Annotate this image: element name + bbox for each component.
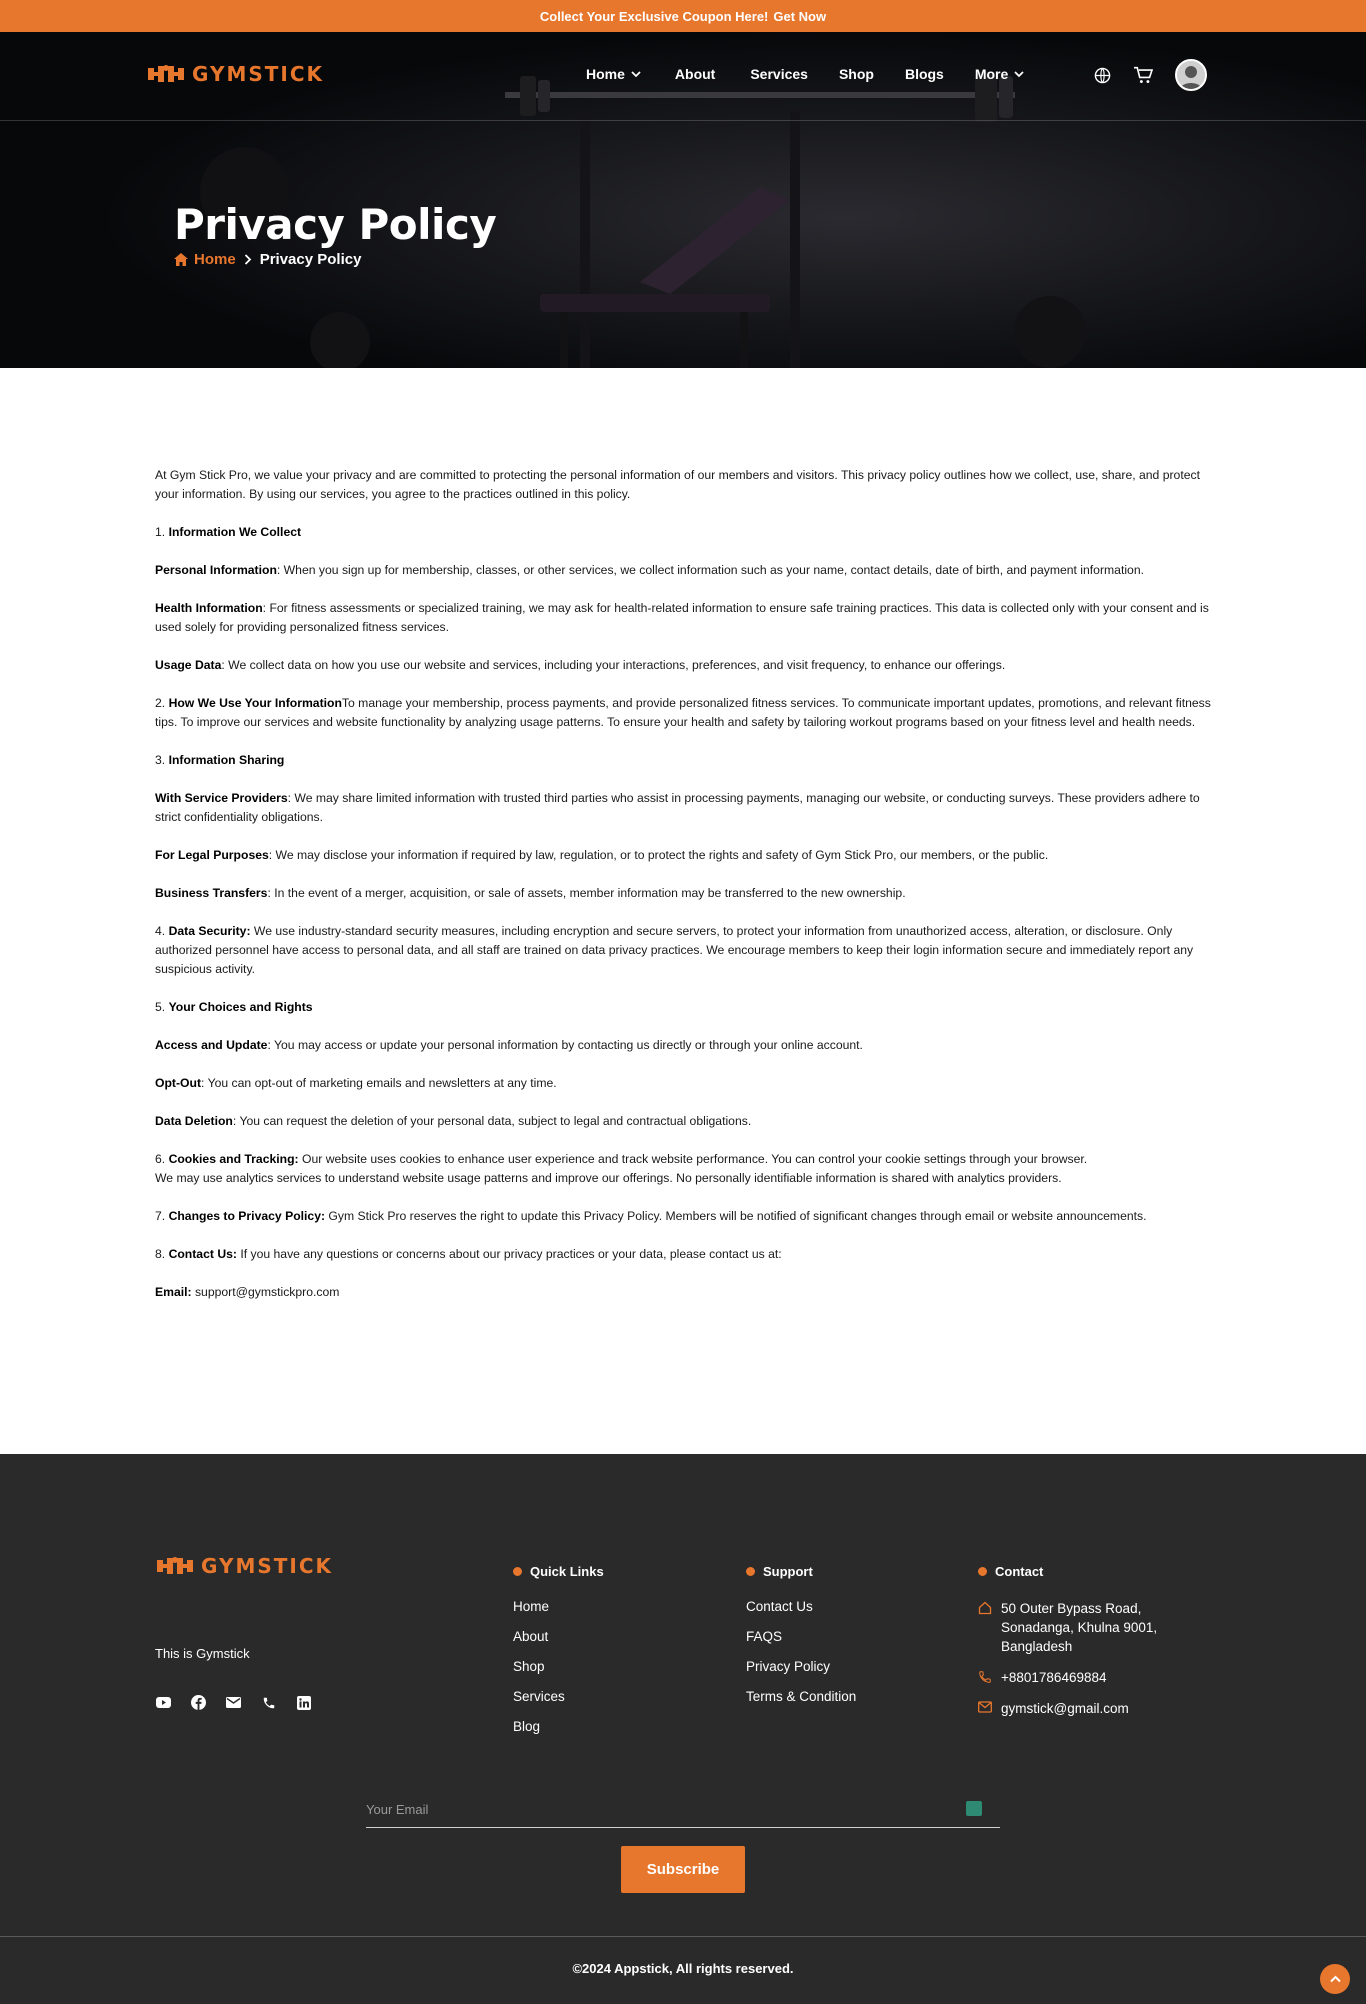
primary-nav [586,66,1024,82]
section-1-heading: 1. Information We Collect [155,525,302,539]
copyright-text: ©2024 Appstick, All rights reserved. [572,1961,794,1976]
footer-link-privacy-policy[interactable]: Privacy Policy [746,1659,831,1674]
contact-column [978,1564,1178,1730]
hero-banner [0,32,1366,368]
scroll-to-top-button[interactable] [1320,1964,1350,1994]
home-icon [978,1601,992,1615]
footer-tagline: This is Gymstick [155,1646,250,1661]
data-deletion-item: Data Deletion: You can request the deletion of your personal data, subject to legal and contractual obligations. [155,1114,752,1128]
breadcrumb-home[interactable] [174,251,236,268]
footer-link-home[interactable]: Home [513,1599,550,1614]
footer-link-shop[interactable]: Shop [513,1659,545,1674]
mail-icon [978,1701,992,1713]
logo-text: GYMSTICK [201,1554,334,1578]
breadcrumb [174,251,361,268]
chevron-up-icon [1330,1975,1341,1983]
nav-home-label: Home [586,66,625,82]
footer-link-blog[interactable]: Blog [513,1719,541,1734]
phone-icon [978,1670,992,1684]
phone-icon[interactable] [260,1694,277,1711]
globe-icon[interactable] [1094,67,1111,84]
nav-shop[interactable] [839,66,874,82]
business-transfers-item: Business Transfers: In the event of a merger, acquisition, or sale of assets, member information may be transferred to the new ownership. [155,886,906,900]
cart-icon[interactable] [1133,66,1153,84]
nav-blogs[interactable] [905,66,944,82]
footer-logo[interactable] [155,1554,333,1578]
breadcrumb-current: Privacy Policy [259,251,362,268]
footer-link-faqs[interactable]: FAQS [746,1629,783,1644]
access-update-item: Access and Update: You may access or update your personal information by contacting us directly or through your online account. [155,1038,863,1052]
support-email[interactable]: support@gymstickpro.com [191,1285,340,1299]
contact-phone[interactable]: +8801786469884 [978,1668,1178,1687]
quick-links-heading: Quick Links [513,1564,604,1579]
footer-link-about[interactable]: About [513,1629,549,1644]
logo-dumbbell-icon [146,62,186,86]
section-4: 4. Data Security: We use industry-standard security measures, including encryption and secure servers, to protect your information from unauthorized access, alteration, or disclosure. Only authorized personnel have access to personal data, and all staff are trained on data privacy practices. We encourage members to keep their login information secure and immediately report any suspicious activity. [155,924,1194,976]
personal-info-item: Personal Information: When you sign up for membership, classes, or other services, we collect information such as your name, contact details, date of birth, and payment information. [155,563,1144,577]
announcement-text: Collect Your Exclusive Coupon Here! [539,8,769,24]
section-3-heading: 3. Information Sharing [155,753,285,767]
logo-dumbbell-icon [155,1554,195,1578]
section-2: 2. How We Use Your InformationTo manage your membership, process payments, and provide personalized fitness services. To communicate important updates, promotions, and relevant fitness tips. To improve our services and website functionality by analyzing usage patterns. To ensure your health and safety by tailoring workout programs based on your fitness level and health needs. [155,696,1211,729]
page-title: Privacy Policy [174,200,497,249]
health-info-item: Health Information: For fitness assessments or specialized training, we may ask for health-related information to ensure safe training practices. This data is collected only with your consent and is used solely for providing personalized fitness services. [155,601,1209,634]
chevron-down-icon [1014,71,1024,78]
autofill-icon[interactable] [966,1801,982,1816]
subscribe-button[interactable]: Subscribe [621,1846,745,1893]
announcement-bar [0,0,1366,32]
newsletter-form [366,1792,1000,1893]
breadcrumb-home-label: Home [194,251,236,268]
legal-purposes-item: For Legal Purposes: We may disclose your information if required by law, regulation, or to protect the rights and safety of Gym Stick Pro, our members, or the public. [155,848,1049,862]
footer-link-contact-us[interactable]: Contact Us [746,1599,813,1614]
user-avatar[interactable] [1175,59,1207,91]
contact-heading: Contact [978,1564,1178,1579]
contact-address: 50 Outer Bypass Road, Sonadanga, Khulna 9001, Bangladesh [978,1599,1178,1656]
linkedin-icon[interactable] [295,1694,312,1711]
nav-shop-label: Shop [838,66,874,82]
main-navbar [0,32,1366,121]
youtube-icon[interactable] [155,1694,172,1711]
facebook-icon[interactable] [190,1694,207,1711]
section-8: 8. Contact Us: If you have any questions or concerns about our privacy practices or your data, please contact us at: [155,1247,782,1261]
footer-divider [0,1936,1366,1937]
contact-email[interactable]: gymstick@gmail.com [978,1699,1178,1718]
nav-about-label: About [674,66,716,82]
email-field-wrapper [366,1792,1000,1828]
logo-text: GYMSTICK [192,62,325,86]
footer-link-services[interactable]: Services [513,1689,565,1704]
mail-icon[interactable] [225,1694,242,1711]
nav-blogs-label: Blogs [904,66,944,82]
service-providers-item: With Service Providers: We may share limited information with trusted third parties who assist in processing payments, managing our website, or conducting surveys. These providers adhere to strict confidentiality obligations. [155,791,1200,824]
chevron-right-icon [244,254,252,265]
nav-services[interactable] [750,66,808,82]
support-column [746,1564,856,1719]
footer-link-terms[interactable]: Terms & Condition [746,1689,857,1704]
home-icon [174,253,188,266]
nav-home[interactable] [586,66,641,82]
get-now-link[interactable]: Get Now [773,8,827,24]
chevron-down-icon [631,71,641,78]
newsletter-email-input[interactable] [366,1792,1000,1826]
nav-services-label: Services [750,66,808,82]
social-links [155,1694,312,1711]
nav-more-label: More [974,66,1009,82]
policy-content [0,368,1366,1454]
nav-actions [1094,59,1207,91]
quick-links-column [513,1564,604,1749]
nav-more[interactable] [975,66,1024,82]
usage-data-item: Usage Data: We collect data on how you use our website and services, including your interactions, preferences, and visit frequency, to enhance our offerings. [155,658,1006,672]
nav-about[interactable] [675,66,715,82]
contact-email-line: Email: support@gymstickpro.com [155,1285,340,1299]
section-7: 7. Changes to Privacy Policy: Gym Stick Pro reserves the right to update this Privacy Policy. Members will be notified of significant changes through email or website announcements. [155,1209,1147,1223]
policy-intro: At Gym Stick Pro, we value your privacy and are committed to protecting the personal information of our members and visitors. This privacy policy outlines how we collect, use, share, and protect your information. By using our services, you agree to the practices outlined in this policy. [155,468,1200,501]
opt-out-item: Opt-Out: You can opt-out of marketing emails and newsletters at any time. [155,1076,557,1090]
site-footer [0,1454,1366,2004]
section-5-heading: 5. Your Choices and Rights [155,1000,313,1014]
section-6: 6. Cookies and Tracking: Our website uses cookies to enhance user experience and track website performance. You can control your cookie settings through your browser. We may use analytics services to understand website usage patterns and improve our offerings. No personally identifiable information is shared with analytics providers. [155,1152,1088,1185]
site-logo[interactable] [146,62,324,86]
support-heading: Support [746,1564,856,1579]
